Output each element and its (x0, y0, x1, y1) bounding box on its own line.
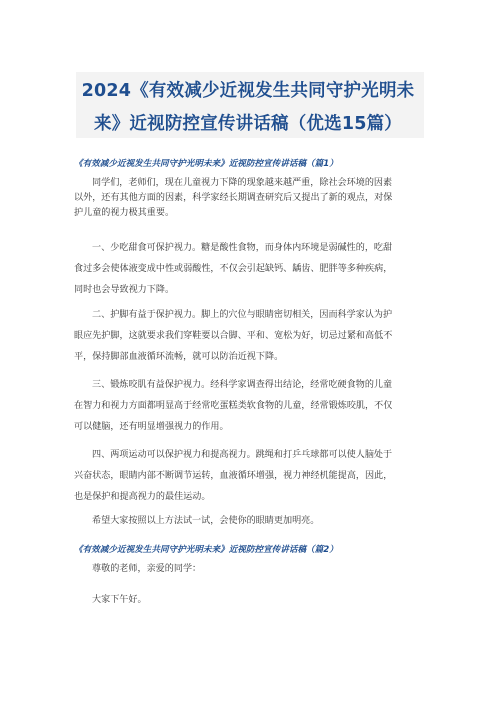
greeting-paragraph (92, 562, 428, 577)
intro-line: 护儿童的视力极其重要。 (74, 208, 175, 218)
point-2-paragraph (74, 305, 428, 368)
hello-line: 大家下午好。 (92, 595, 147, 605)
point-3-line: 可以健脑，还有明显增强视力的作用。 (74, 422, 229, 432)
intro-paragraph (74, 176, 428, 221)
document-title-line-1: 2024《有效减少近视发生共同守护光明未 (81, 81, 415, 101)
intro-line: 同学们，老师们，现在儿童视力下降的现象越来越严重，除社会环境的因素 (92, 178, 393, 188)
point-1-line: 食过多会使体液变成中性或弱酸性，不仅会引起缺钙、龋齿、肥胖等多种疾病， (74, 264, 393, 274)
point-4-line: 四、两项运动可以保护视力和提高视力。跳绳和打乒乓球都可以使人脑处于 (92, 450, 393, 460)
point-1-line: 一、少吃甜食可保护视力。糖是酸性食物，而身体内环境是弱碱性的，吃甜 (92, 243, 393, 253)
point-1-paragraph (74, 238, 428, 301)
document-title-line-2: 来》近视防控宣传讲话稿（优选15篇） (94, 114, 402, 134)
closing-line: 希望大家按照以上方法试一试，会使你的眼睛更加明亮。 (92, 516, 320, 526)
point-3-line: 在智力和视力方面都明显高于经常吃蛋糕类软食物的儿童，经常锻炼咬肌，不仅 (74, 401, 393, 411)
section-2-heading: 《有效减少近视发生共同守护光明未来》近视防控宣传讲话稿（篇2） (74, 545, 338, 555)
point-3-paragraph (74, 375, 428, 438)
point-3-line: 三、锻炼咬肌有益保护视力。经科学家调查得出结论，经常吃硬食物的儿童 (92, 380, 393, 390)
point-4-paragraph (74, 445, 428, 508)
closing-paragraph (92, 514, 428, 529)
point-4-line: 也是保护和提高视力的最佳运动。 (74, 492, 211, 502)
point-1-line: 同时也会导致视力下降。 (74, 285, 175, 295)
intro-line: 以外，还有其他方面的因素，科学家经长期调查研究后又提出了新的观点，对保 (74, 193, 393, 203)
hello-paragraph (92, 593, 428, 608)
point-2-line: 二、护脚有益于保护视力。脚上的穴位与眼睛密切相关，因而科学家认为护 (92, 310, 393, 320)
greeting-line: 尊敬的老师，亲爱的同学： (92, 564, 202, 574)
point-2-line: 平，保持脚部血液循环流畅，就可以防治近视下降。 (74, 352, 284, 362)
section-1-heading: 《有效减少近视发生共同守护光明未来》近视防控宣传讲话稿（篇1） (74, 159, 338, 169)
point-4-line: 兴奋状态，眼睛内部不断调节运转，血液循环增强，视力神经机能提高，因此， (74, 471, 393, 481)
point-2-line: 眼应先护脚，这就要求我们穿鞋要以合脚、平和、宽松为好，切忌过紧和高低不 (74, 331, 393, 341)
